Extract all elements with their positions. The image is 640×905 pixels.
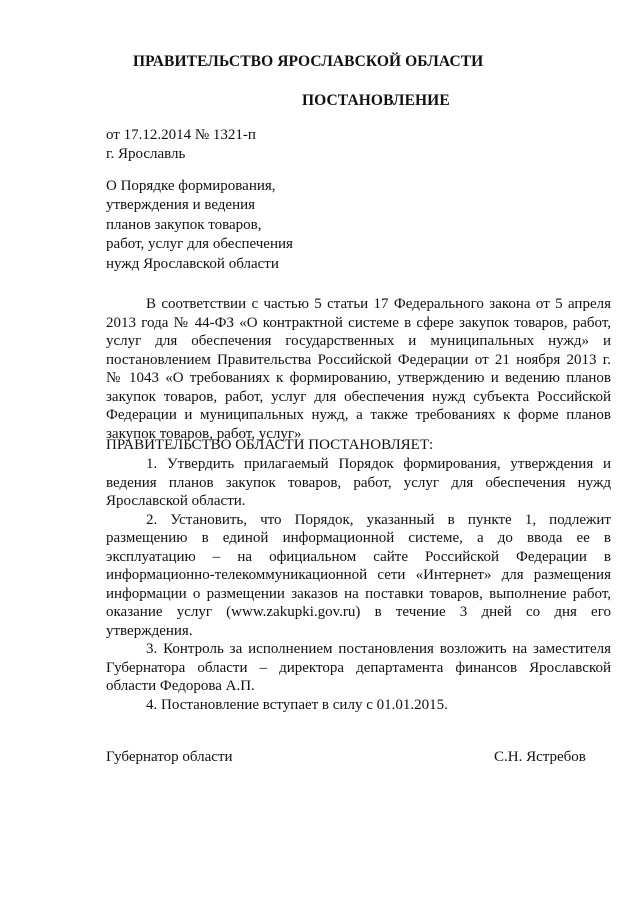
document-type: ПОСТАНОВЛЕНИЕ <box>302 92 450 109</box>
resolution-item-1 <box>106 455 611 511</box>
item-line: оказание услуг (www.zakupki.gov.ru) в течение 3 дней со дня его <box>106 604 611 620</box>
item-line: информации о размещении заказов на поставки товаров, выполнение работ, <box>106 585 611 602</box>
subject-line: утверждения и ведения <box>106 197 256 214</box>
item-line: размещению в единой информационной системе, а до ввода ее в <box>106 530 611 546</box>
organization-title: ПРАВИТЕЛЬСТВО ЯРОСЛАВСКОЙ ОБЛАСТИ <box>133 53 484 70</box>
item-line: ведения планов закупок товаров, работ, услуг для обеспечения нужд <box>106 474 611 491</box>
item-line: 4. Постановление вступает в силу с 01.01.2015. <box>146 696 448 713</box>
item-line: 3. Контроль за исполнением постановления возложить на заместителя <box>146 641 611 657</box>
preamble-line: закупок товаров, работ, услуг» <box>106 425 302 442</box>
item-line: области Федорова А.П. <box>106 678 255 694</box>
preamble-line: № 1043 «О требованиях к формированию, утверждению и ведению планов <box>106 370 611 386</box>
preamble-line: В соответствии с частью 5 статьи 17 Федерального закона от 5 апреля <box>146 296 611 312</box>
subject-line: О Порядке формирования, <box>106 178 276 194</box>
document-city: г. Ярославль <box>106 146 186 162</box>
resolution-items <box>106 455 611 714</box>
resolves-heading: ПРАВИТЕЛЬСТВО ОБЛАСТИ ПОСТАНОВЛЯЕТ: <box>106 437 434 453</box>
preamble-line: 2013 года № 44-ФЗ «О контрактной системе в сфере закупок товаров, работ, <box>106 314 611 331</box>
document-subject <box>106 177 293 274</box>
subject-line: планов закупок товаров, <box>106 216 262 233</box>
item-line: информационно-телекоммуникационной сети «Интернет» для размещения <box>106 567 611 583</box>
preamble-line: Федерации и муниципальных нужд, а также требованиях к форме планов <box>106 407 611 423</box>
signatory-name: С.Н. Ястребов <box>494 749 586 765</box>
document-date-number: от 17.12.2014 № 1321-п <box>106 127 256 143</box>
resolution-item-3 <box>106 640 611 696</box>
item-line: Ярославской области. <box>106 493 246 509</box>
subject-line: нужд Ярославской области <box>106 255 279 272</box>
item-line: эксплуатацию – на официальном сайте Российской Федерации в <box>106 548 611 565</box>
resolution-item-2 <box>106 511 611 641</box>
subject-line: работ, услуг для обеспечения <box>106 236 293 253</box>
preamble-line: постановлением Правительства Российской Федерации от 21 ноября 2013 г. <box>106 351 611 368</box>
item-line: Губернатора области – директора департамента финансов Ярославской <box>106 659 611 676</box>
item-line: 1. Утвердить прилагаемый Порядок формирования, утверждения и <box>146 456 611 472</box>
preamble-paragraph <box>106 295 611 443</box>
resolution-item-4 <box>106 696 611 715</box>
preamble-line: услуг для обеспечения государственных и муниципальных нужд» и <box>106 333 611 349</box>
signatory-title: Губернатор области <box>106 749 233 765</box>
preamble-line: закупок товаров, работ, услуг для обеспечения нужд субъекта Российской <box>106 388 611 405</box>
item-line: утверждения. <box>106 622 193 639</box>
item-line: 2. Установить, что Порядок, указанный в пункте 1, подлежит <box>146 511 611 528</box>
